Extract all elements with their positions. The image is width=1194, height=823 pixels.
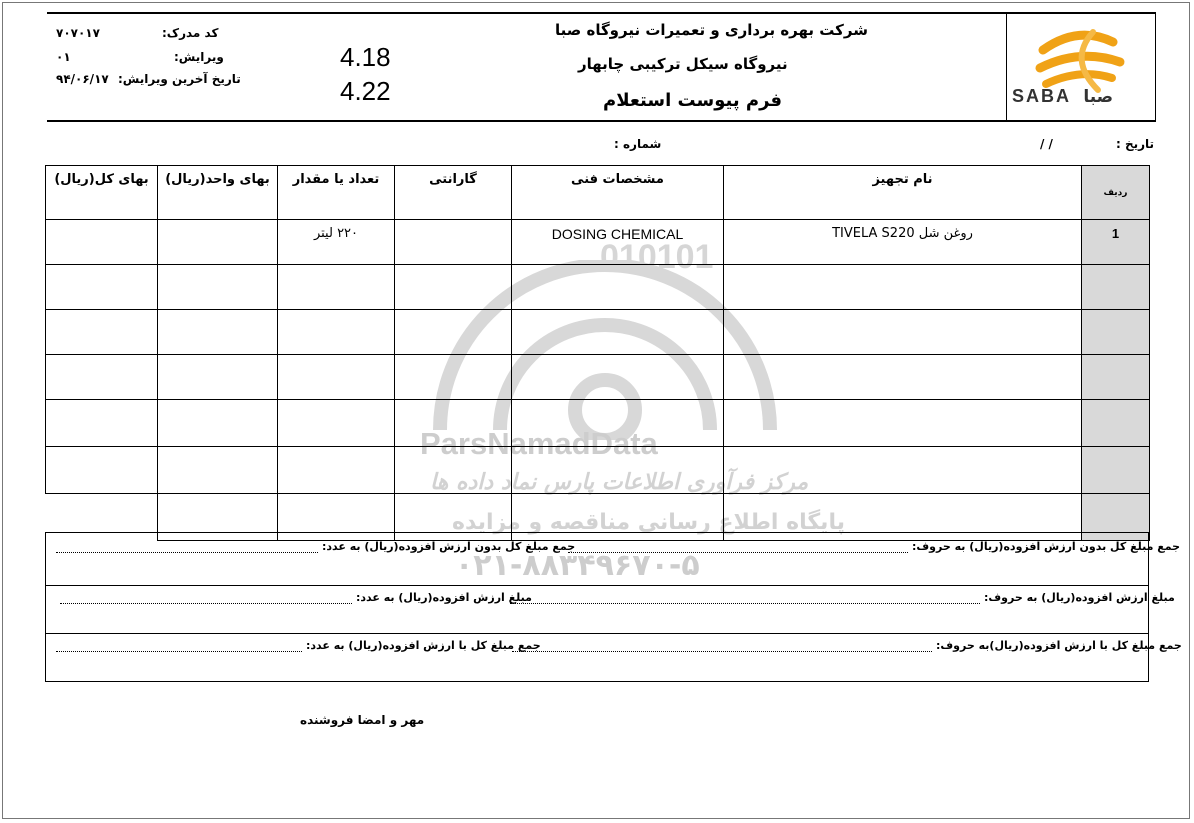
vat-number-label: مبلغ ارزش افزوده(ریال) به عدد: xyxy=(356,591,532,604)
cell-row-number: 1 xyxy=(1082,220,1150,265)
cell-unit-price xyxy=(158,265,278,310)
total-with-vat-words-label: جمع مبلغ کل با ارزش افزوده(ریال)به حروف: xyxy=(936,639,1182,652)
total-without-vat-number-field xyxy=(56,552,318,553)
cell-warranty xyxy=(395,447,512,494)
date-label: تاریخ : xyxy=(1116,137,1155,151)
cell-equipment-name xyxy=(724,310,1082,355)
vat-words-field xyxy=(510,603,980,604)
cell-quantity xyxy=(278,400,395,447)
cell-row-number xyxy=(1082,310,1150,355)
header-divider-logo xyxy=(1006,12,1007,122)
version-number-2: 4.22 xyxy=(340,76,391,106)
totals-divider xyxy=(46,633,1148,634)
cell-warranty xyxy=(395,265,512,310)
col-header-quantity: تعداد یا مقدار xyxy=(278,166,395,220)
table-row xyxy=(46,220,1150,265)
table-header-row xyxy=(46,166,1150,220)
cell-equipment-name xyxy=(724,447,1082,494)
cell-technical-specs xyxy=(512,355,724,400)
cell-unit-price xyxy=(158,447,278,494)
total-without-vat-words-field xyxy=(568,552,908,553)
cell-warranty xyxy=(395,220,512,265)
revision-label: ویرایش: xyxy=(174,50,224,64)
cell-technical-specs xyxy=(512,265,724,310)
vat-number-field xyxy=(60,603,352,604)
cell-total-price xyxy=(46,310,158,355)
col-header-row: ردیف xyxy=(1082,166,1150,220)
plant-name: نیروگاه سیکل ترکیبی چابهار xyxy=(578,55,788,73)
total-with-vat-number-field xyxy=(56,651,302,652)
cell-row-number xyxy=(1082,447,1150,494)
table-row xyxy=(46,447,1150,494)
col-header-warranty: گارانتی xyxy=(395,166,512,220)
totals-box xyxy=(45,532,1149,682)
cell-quantity xyxy=(278,355,395,400)
cell-row-number xyxy=(1082,355,1150,400)
cell-warranty xyxy=(395,400,512,447)
cell-equipment-name xyxy=(724,265,1082,310)
items-table xyxy=(45,165,1150,541)
cell-technical-specs xyxy=(512,310,724,355)
col-header-technical-specs: مشخصات فنی xyxy=(512,166,724,220)
watermark-brand: ParsNamadData xyxy=(420,426,658,461)
revision-value: ۰۱ xyxy=(56,50,71,64)
cell-unit-price xyxy=(158,220,278,265)
cell-row-number xyxy=(1082,265,1150,310)
cell-total-price xyxy=(46,265,158,310)
table-row xyxy=(46,310,1150,355)
cell-unit-price xyxy=(158,355,278,400)
doc-code-value: ۷۰۷۰۱۷ xyxy=(56,26,100,40)
cell-warranty xyxy=(395,310,512,355)
last-revision-date-label: تاریخ آخرین ویرایش: xyxy=(118,72,241,86)
totals-divider xyxy=(46,585,1148,586)
table-row xyxy=(46,400,1150,447)
vat-words-label: مبلغ ارزش افزوده(ریال) به حروف: xyxy=(984,591,1175,604)
cell-technical-specs: DOSING CHEMICAL xyxy=(512,220,724,265)
cell-equipment-name: روغن شل TIVELA S220 xyxy=(724,220,1082,265)
cell-equipment-name xyxy=(724,355,1082,400)
cell-equipment-name xyxy=(724,400,1082,447)
watermark-binary: 010101 xyxy=(600,238,714,276)
watermark-phone: ۰۲۱-۸۸۳۴۹۶۷۰-۵ xyxy=(455,548,700,583)
col-header-total-price: بهای کل(ریال) xyxy=(46,166,158,220)
doc-code-label: کد مدرک: xyxy=(162,26,219,40)
company-name: شرکت بهره برداری و تعمیرات نیروگاه صبا xyxy=(555,21,868,39)
col-header-equipment-name: نام تجهیز xyxy=(724,166,1082,220)
col-header-unit-price: بهای واحد(ریال) xyxy=(158,166,278,220)
cell-row-number xyxy=(1082,400,1150,447)
cell-warranty xyxy=(395,355,512,400)
cell-unit-price xyxy=(158,400,278,447)
total-without-vat-words-label: جمع مبلغ کل بدون ارزش افزوده(ریال) به حروف: xyxy=(912,540,1181,553)
version-number-1: 4.18 xyxy=(340,42,391,72)
cell-quantity: ۲۲۰ لیتر xyxy=(278,220,395,265)
watermark-line2: پایگاه اطلاع رسانی مناقصه و مزایده xyxy=(452,510,845,535)
last-revision-date-value: ۹۴/۰۶/۱۷ xyxy=(56,72,109,86)
number-label: شماره : xyxy=(614,137,662,151)
cell-unit-price xyxy=(158,310,278,355)
cell-total-price xyxy=(46,447,158,494)
total-with-vat-number-label: جمع مبلغ کل با ارزش افزوده(ریال) به عدد: xyxy=(306,639,541,652)
watermark-line1: مرکز فرآوری اطلاعات پارس نماد داده ها xyxy=(430,470,809,495)
seller-signature-label: مهر و امضا فروشنده xyxy=(300,713,425,727)
date-slashes: / / xyxy=(1040,137,1053,151)
cell-quantity xyxy=(278,310,395,355)
cell-quantity xyxy=(278,265,395,310)
table-row xyxy=(46,355,1150,400)
total-without-vat-number-label: جمع مبلغ کل بدون ارزش افزوده(ریال) به عدد: xyxy=(322,540,576,553)
cell-technical-specs xyxy=(512,447,724,494)
form-title: فرم پیوست استعلام xyxy=(603,90,783,111)
total-with-vat-words-field xyxy=(512,651,932,652)
cell-total-price xyxy=(46,355,158,400)
logo-text: SABA صبا xyxy=(1012,86,1114,107)
cell-technical-specs xyxy=(512,400,724,447)
cell-total-price xyxy=(46,220,158,265)
cell-quantity xyxy=(278,447,395,494)
cell-total-price xyxy=(46,400,158,447)
table-row xyxy=(46,265,1150,310)
